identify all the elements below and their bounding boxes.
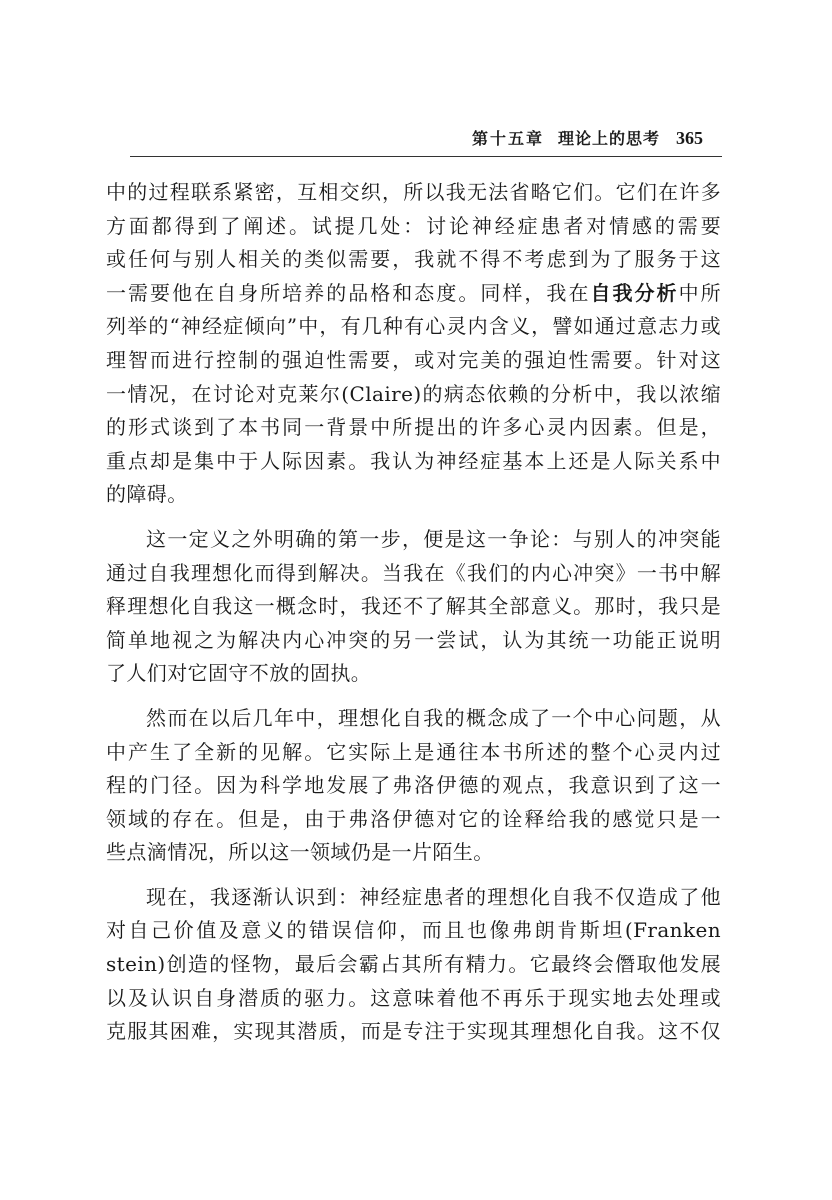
text-segment: 一需要他在自身所培养的品格和态度。同样，我在 [106,280,591,305]
text-line: stein)创造的怪物，最后会霸占其所有精力。它最终会僭取他发展 [106,952,721,977]
text-line: 方面都得到了阐述。试提几处：讨论神经症患者对情感的需要 [106,213,721,238]
header-rule [130,156,722,157]
text-line: 列举的“神经症倾向”中，有几种有心灵内含义，譬如通过意志力或 [106,314,721,339]
paragraph-4 [106,881,721,1049]
text-line-with-emphasis [106,277,721,311]
text-line: 些点滴情况，所以这一领域仍是一片陌生。 [106,840,494,865]
text-line: 对自己价值及意义的错误信仰，而且也像弗朗肯斯坦(Franken [106,918,721,943]
text-line: 了人们对它固守不放的固执。 [106,661,372,686]
text-line: 通过自我理想化而得到解决。当我在《我们的内心冲突》一书中解 [106,560,721,585]
emphasized-term: 自我分析 [590,280,679,305]
paragraph-1 [106,176,721,512]
body-text [106,176,721,1060]
text-line: 简单地视之为解决内心冲突的另一尝试，认为其统一功能正说明 [106,627,721,652]
text-line: 现在，我逐渐认识到：神经症患者的理想化自我不仅造成了他 [146,884,721,909]
paragraph-3 [106,702,721,870]
text-line: 的形式谈到了本书同一背景中所提出的许多心灵内因素。但是， [106,415,721,440]
text-line: 理智而进行控制的强迫性需要，或对完美的强迫性需要。针对这 [106,347,721,372]
paragraph-2 [106,523,721,691]
running-header [472,126,712,149]
text-line: 以及认识自身潜质的驱力。这意味着他不再乐于现实地去处理或 [106,985,721,1010]
page-number: 365 [676,128,704,148]
text-line: 这一定义之外明确的第一步，便是这一争论：与别人的冲突能 [146,526,721,551]
text-line: 程的门径。因为科学地发展了弗洛伊德的观点，我意识到了这一 [106,773,721,798]
text-line: 中产生了全新的见解。它实际上是通往本书所述的整个心灵内过 [106,739,721,764]
text-line: 或任何与别人相关的类似需要，我就不得不考虑到为了服务于这 [106,247,721,272]
text-line: 中的过程联系紧密，互相交织，所以我无法省略它们。它们在许多 [106,180,721,204]
text-line: 的障碍。 [106,482,188,507]
text-line: 然而在以后几年中，理想化自我的概念成了一个中心问题，从 [146,705,721,730]
section-title: 理论上的思考 [558,129,661,148]
text-line: 释理想化自我这一概念时，我还不了解其全部意义。那时，我只是 [106,594,721,619]
text-line: 一情况，在讨论对克莱尔(Claire)的病态依赖的分析中，我以浓缩 [106,381,721,406]
text-line: 克服其困难，实现其潜质，而是专注于实现其理想化自我。这不仅 [106,1019,721,1044]
text-line: 领域的存在。但是，由于弗洛伊德对它的诠释给我的感觉只是一 [106,806,721,831]
text-segment: 中所 [678,280,721,305]
text-line: 重点却是集中于人际因素。我认为神经症基本上还是人际关系中 [106,448,721,473]
chapter-label: 第十五章 [472,129,545,148]
